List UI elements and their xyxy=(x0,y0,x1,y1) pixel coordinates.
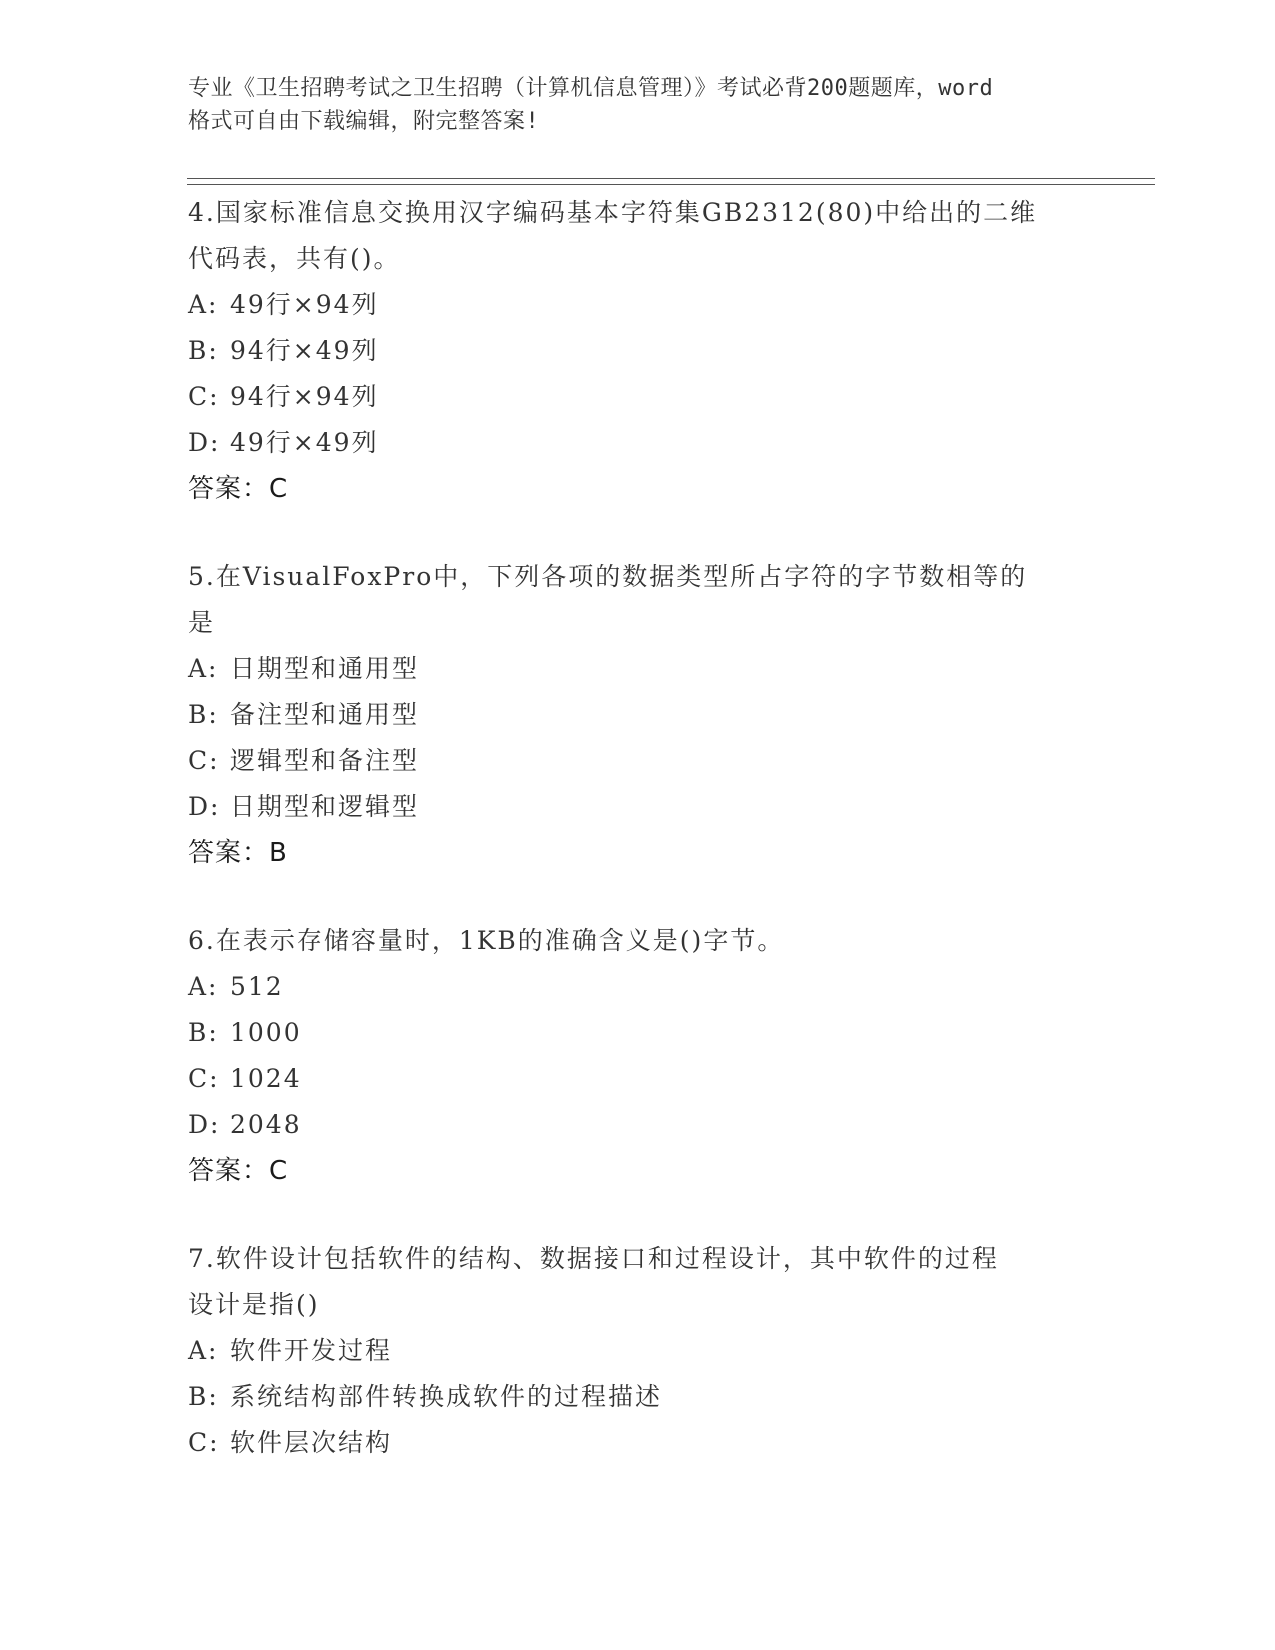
question-stem-continued: 代码表，共有()。 xyxy=(188,244,401,273)
option-d xyxy=(188,784,1088,830)
question-item xyxy=(188,918,1088,1194)
option-text: 1024 xyxy=(230,1064,302,1093)
option-letter: A: xyxy=(188,654,219,683)
answer-line: 答案：C xyxy=(188,1156,289,1186)
option-d xyxy=(188,420,1088,466)
header-divider xyxy=(187,178,1155,185)
option-letter: C: xyxy=(188,1064,220,1093)
answer-line: 答案：C xyxy=(188,474,289,504)
question-stem-continued: 是 xyxy=(188,608,216,637)
option-text: 软件开发过程 xyxy=(230,1336,393,1365)
option-a xyxy=(188,1328,1088,1374)
option-b xyxy=(188,1374,1088,1420)
question-stem: 4.国家标准信息交换用汉字编码基本字符集GB2312(80)中给出的二维 xyxy=(188,198,1038,227)
question-list xyxy=(188,190,1088,1508)
option-letter: D: xyxy=(188,428,221,457)
option-text: 49行×94列 xyxy=(230,290,379,319)
option-letter: C: xyxy=(188,1428,220,1457)
option-a xyxy=(188,964,1088,1010)
option-c xyxy=(188,1420,1088,1466)
option-letter: D: xyxy=(188,1110,221,1139)
question-stem: 6.在表示存储容量时，1KB的准确含义是()字节。 xyxy=(188,926,785,955)
option-text: 49行×49列 xyxy=(230,428,379,457)
option-text: 日期型和通用型 xyxy=(230,654,420,683)
option-c xyxy=(188,374,1088,420)
question-item xyxy=(188,190,1088,512)
option-text: 系统结构部件转换成软件的过程描述 xyxy=(230,1382,663,1411)
option-b xyxy=(188,1010,1088,1056)
option-letter: C: xyxy=(188,746,220,775)
option-b xyxy=(188,692,1088,738)
option-letter: A: xyxy=(188,1336,219,1365)
question-item xyxy=(188,554,1088,876)
option-c xyxy=(188,738,1088,784)
option-a xyxy=(188,282,1088,328)
question-stem: 7.软件设计包括软件的结构、数据接口和过程设计，其中软件的过程 xyxy=(188,1244,999,1273)
option-text: 2048 xyxy=(230,1110,302,1139)
option-text: 备注型和通用型 xyxy=(230,700,420,729)
option-d xyxy=(188,1102,1088,1148)
option-letter: B: xyxy=(188,1382,219,1411)
option-letter: D: xyxy=(188,792,221,821)
answer-line: 答案：B xyxy=(188,838,288,868)
option-a xyxy=(188,646,1088,692)
option-letter: A: xyxy=(188,290,219,319)
option-letter: C: xyxy=(188,382,220,411)
option-c xyxy=(188,1056,1088,1102)
option-text: 日期型和逻辑型 xyxy=(230,792,420,821)
header-line-2: 格式可自由下载编辑，附完整答案! xyxy=(188,109,540,134)
document-header xyxy=(188,72,1088,138)
question-stem-continued: 设计是指() xyxy=(188,1290,320,1319)
question-item xyxy=(188,1236,1088,1466)
option-text: 1000 xyxy=(230,1018,302,1047)
option-text: 逻辑型和备注型 xyxy=(230,746,420,775)
option-text: 94行×94列 xyxy=(230,382,379,411)
option-text: 512 xyxy=(230,972,284,1001)
option-letter: A: xyxy=(188,972,219,1001)
option-letter: B: xyxy=(188,1018,219,1047)
option-b xyxy=(188,328,1088,374)
header-line-1: 专业《卫生招聘考试之卫生招聘（计算机信息管理）》考试必背200题题库，word xyxy=(188,76,994,101)
option-letter: B: xyxy=(188,336,219,365)
option-letter: B: xyxy=(188,700,219,729)
question-stem: 5.在VisualFoxPro中，下列各项的数据类型所占字符的字节数相等的 xyxy=(188,562,1028,591)
option-text: 94行×49列 xyxy=(230,336,379,365)
option-text: 软件层次结构 xyxy=(230,1428,393,1457)
